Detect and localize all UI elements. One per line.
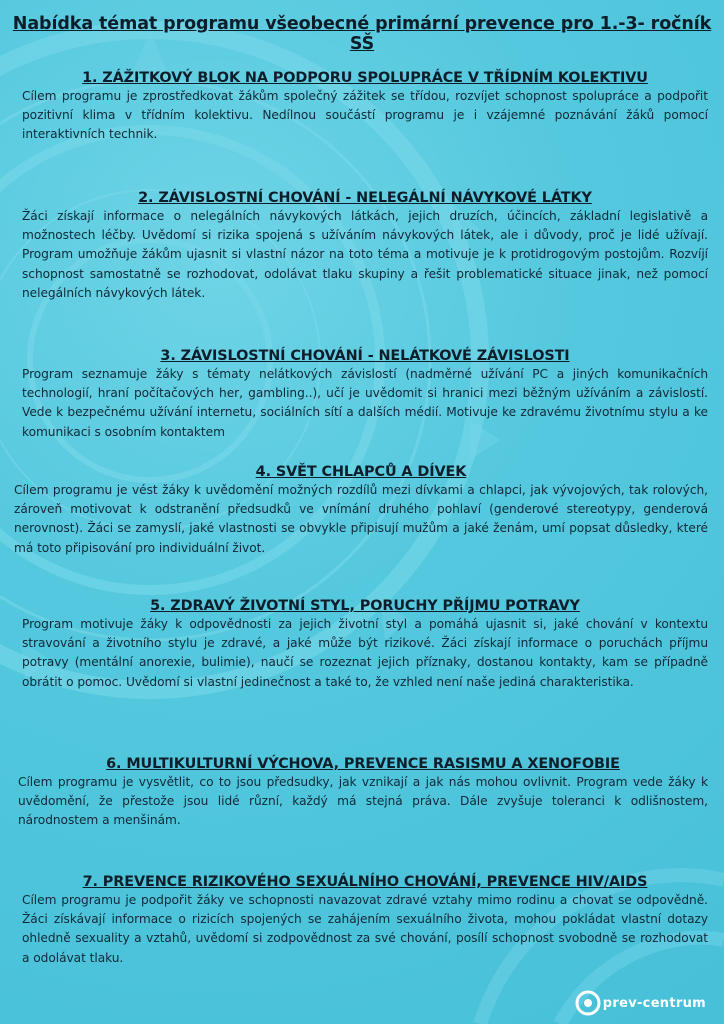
- section-heading: 6. MULTIKULTURNÍ VÝCHOVA, PREVENCE RASISMU A XENOFOBIE: [106, 756, 620, 772]
- section-5: [22, 598, 708, 692]
- section-heading: 1. ZÁŽITKOVÝ BLOK NA PODPORU SPOLUPRÁCE V TŘÍDNÍM KOLEKTIVU: [82, 70, 648, 86]
- section-heading: 4. SVĚT CHLAPCŮ A DÍVEK: [255, 464, 467, 480]
- section-heading: 5. ZDRAVÝ ŽIVOTNÍ STYL, PORUCHY PŘÍJMU POTRAVY: [150, 598, 580, 614]
- section-heading: 7. PREVENCE RIZIKOVÉHO SEXUÁLNÍHO CHOVÁNÍ, PREVENCE HIV/AIDS: [82, 874, 648, 890]
- section-1: [22, 70, 708, 145]
- section-7: [22, 874, 708, 968]
- section-6: [18, 756, 708, 831]
- page-title: Nabídka témat programu všeobecné primární prevence pro 1.-3- ročník SŠ: [12, 14, 712, 54]
- section-text: Program motivuje žáky k odpovědnosti za jejich životní styl a pomáhá ujasnit si, jaké chování v kontextu stravování a životního stylu je zdravé, a jaké může být rizikové. Žáci získají informace o poruchách příjmu potravy (mentální anorexie, bulimie), naučí se rozeznat jejich příznaky, dostanou kontakty, kam se případně obrátit o pomoc. Uvědomí si vlastní jedinečnost a také to, že vzhled není naše jediná charakteristika.: [22, 617, 708, 689]
- section-heading: 3. ZÁVISLOSTNÍ CHOVÁNÍ - NELÁTKOVÉ ZÁVISLOSTI: [160, 348, 570, 364]
- section-text: Cílem programu je podpořit žáky ve schopnosti navazovat zdravé vztahy mimo rodinu a chovat se odpovědně. Žáci získávají informace o rizicích spojených se zahájením sexuálního života, mohou pokládat vlastní dotazy ohledně sexuality a vztahů, uvědomí si zodpovědnost za své chování, posílí schopnost svobodně se rozhodovat a odolávat tlaku.: [22, 893, 708, 965]
- section-text: Program seznamuje žáky s tématy nelátkových závislostí (nadměrné užívání PC a jiných komunikačních technologií, hraní počítačových her, gambling..), učí je uvědomit si hranici mezi běžným užíváním a závislostí. Vede k bezpečnému užívání internetu, sociálních sítí a dalších médií. Motivuje ke zdravému životnímu stylu a ke komunikaci s osobním kontaktem: [22, 367, 708, 439]
- section-heading: 2. ZÁVISLOSTNÍ CHOVÁNÍ - NELEGÁLNÍ NÁVYKOVÉ LÁTKY: [138, 190, 592, 206]
- section-4: [14, 464, 708, 558]
- prev-centrum-logo-icon: [575, 990, 601, 1016]
- section-text: Cílem programu je zprostředkovat žákům společný zážitek se třídou, rozvíjet schopnost spolupráce a podpořit pozitivní klima v třídním kolektivu. Nedílnou součástí programu je i vzájemné poznávání žáků pomocí interaktivních technik.: [22, 89, 708, 142]
- section-text: Cílem programu je vést žáky k uvědomění možných rozdílů mezi dívkami a chlapci, jak vývojových, tak rolových, zároveň motivovat k odstranění předsudků ve vnímání druhého pohlaví (genderové stereotypy, genderová nerovnost). Žáci se zamyslí, jaké vlastnosti se obvykle připisují mužům a jaké ženám, umí popsat důsledky, které má toto připisování pro individuální život.: [14, 483, 708, 555]
- prev-centrum-logo: [575, 990, 706, 1016]
- section-2: [22, 190, 708, 303]
- section-3: [22, 348, 708, 442]
- section-text: Cílem programu je vysvětlit, co to jsou předsudky, jak vznikají a jak nás mohou ovlivnit. Program vede žáky k uvědomění, že přestože jsou lidé různí, každý má stejná práva. Dále zvyšuje toleranci k odlišnostem, národnostem a menšinám.: [18, 775, 708, 828]
- logo-text: prev-centrum: [602, 995, 706, 1011]
- section-text: Žáci získají informace o nelegálních návykových látkách, jejich druzích, účincích, základní legislativě a možnostech léčby. Uvědomí si rizika spojená s užíváním návykových látek, ale i důvody, proč je lidé užívají. Program umožňuje žákům ujasnit si vlastní názor na toto téma a motivuje je k protidrogovým postojům. Rozvíjí schopnost samostatně se rozhodovat, odolávat tlaku skupiny a řešit problematické situace jinak, než pomocí nelegálních návykových látek.: [22, 209, 708, 300]
